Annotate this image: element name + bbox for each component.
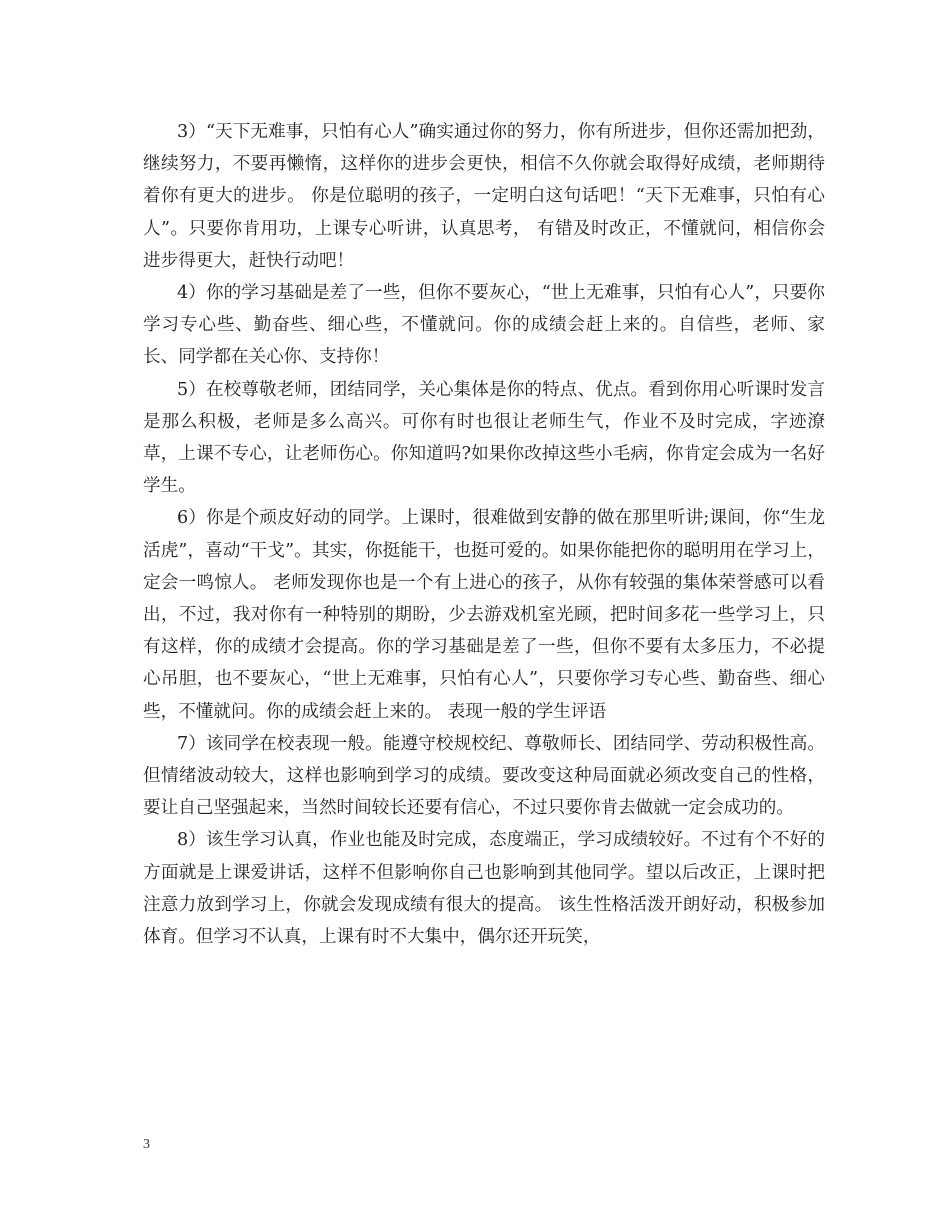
paragraph-5: 5）在校尊敬老师，团结同学，关心集体是你的特点、优点。看到你用心听课时发言是那么积极，老师是多么高兴。可你有时也很让老师生气，作业不及时完成，字迹潦草，上课不专心，让老师伤心。你知道吗?如果你改掉这些小毛病，你肯定会成为一名好学生。 [143, 379, 825, 497]
paragraph-7: 7）该同学在校表现一般。能遵守校规校纪、尊敬师长、团结同学、劳动积极性高。但情绪波动较大，这样也影响到学习的成绩。要改变这种局面就必须改变自己的性格，要让自己坚强起来，当然时间较长还要有信心，不过只要你肯去做就一定会成功的。 [143, 733, 825, 819]
body-text [143, 116, 825, 953]
page-number: 3 [143, 1137, 150, 1152]
paragraph-6: 6）你是个顽皮好动的同学。上课时，很难做到安静的做在那里听讲;课间，你“生龙活虎”，喜动“干戈”。其实，你挺能干，也挺可爱的。如果你能把你的聪明用在学习上，定会一鸣惊人。 老师发现你也是一个有上进心的孩子，从你有较强的集体荣誉感可以看出，不过，我对你有一种特别的期盼，少去游戏机室光顾，把时间多花一些学习上，只有这样，你的成绩才会提高。你的学习基础是差了一些，但你不要有太多压力，不必提心吊胆，也不要灰心，“世上无难事，只怕有心人”，只要你学习专心些、勤奋些、细心些，不懂就问。你的成绩会赶上来的。 表现一般的学生评语 [143, 508, 825, 722]
paragraph-4: 4）你的学习基础是差了一些，但你不要灰心，“世上无难事，只怕有心人”，只要你学习专心些、勤奋些、细心些，不懂就问。你的成绩会赶上来的。自信些，老师、家长、同学都在关心你、支持你！ [143, 283, 825, 368]
paragraph-3: 3）“天下无难事，只怕有心人”确实通过你的努力，你有所进步，但你还需加把劲，继续努力，不要再懒惰，这样你的进步会更快，相信不久你就会取得好成绩，老师期待着你有更大的进步。 你是位聪明的孩子，一定明白这句话吧！“天下无难事，只怕有心人”。只要你肯用功，上课专心听讲，认真思考， 有错及时改正，不懂就问，相信你会进步得更大，赶快行动吧！ [143, 122, 825, 271]
paragraph-8: 8）该生学习认真，作业也能及时完成，态度端正，学习成绩较好。不过有个不好的方面就是上课爱讲话，这样不但影响你自己也影响到其他同学。望以后改正，上课时把注意力放到学习上，你就会发现成绩有很大的提高。 该生性格活泼开朗好动，积极参加体育。但学习不认真，上课有时不大集中，偶尔还开玩笑， [143, 830, 825, 948]
